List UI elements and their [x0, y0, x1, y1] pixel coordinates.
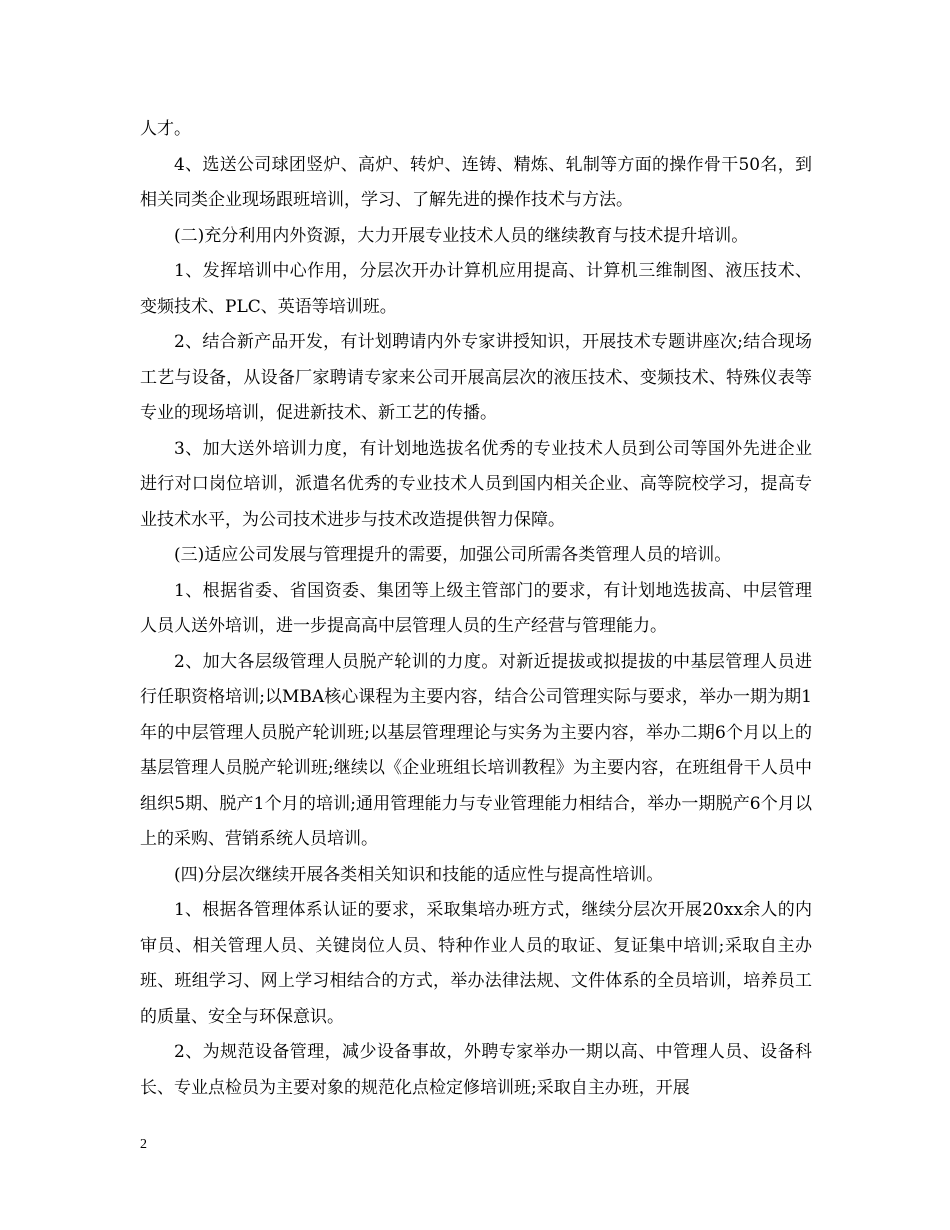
paragraph: 1、根据各管理体系认证的要求，采取集培办班方式，继续分层次开展20xx余人的内审员、相关管理人员、关键岗位人员、特种作业人员的取证、复证集中培训;采取自主办班、班组学习、网上学习相结合的方式，举办法律法规、文件体系的全员培训，培养员工的质量、安全与环保意识。 — [140, 900, 812, 1027]
paragraph: 1、根据省委、省国资委、集团等上级主管部门的要求，有计划地选拔高、中层管理人员人送外培训，进一步提高高中层管理人员的生产经营与管理能力。 — [140, 580, 812, 636]
section-heading: (二)充分利用内外资源，大力开展专业技术人员的继续教育与技术提升培训。 — [174, 225, 749, 246]
document-body — [140, 112, 812, 1106]
paragraph: 人才。 — [140, 119, 191, 139]
paragraph: 3、加大送外培训力度，有计划地选拔名优秀的专业技术人员到公司等国外先进企业进行对口岗位培训，派遣名优秀的专业技术人员到国内相关企业、高等院校学习，提高专业技术水平，为公司技术进步与技术改造提供智力保障。 — [140, 438, 812, 530]
paragraph: 2、结合新产品开发，有计划聘请内外专家讲授知识，开展技术专题讲座次;结合现场工艺与设备，从设备厂家聘请专家来公司开展高层次的液压技术、变频技术、特殊仪表等专业的现场培训，促进新技术、新工艺的传播。 — [140, 332, 812, 423]
section-heading: (三)适应公司发展与管理提升的需要，加强公司所需各类管理人员的培训。 — [174, 545, 732, 565]
section-heading: (四)分层次继续开展各类相关知识和技能的适应性与提高性培训。 — [174, 864, 664, 885]
paragraph: 2、加大各层级管理人员脱产轮训的力度。对新近提拔或拟提拔的中基层管理人员进行任职资格培训;以MBA核心课程为主要内容，结合公司管理实际与要求，举办一期为期1年的中层管理人员脱产轮训班;以基层管理理论与实务为主要内容，举办二期6个月以上的基层管理人员脱产轮训班;继续以《企业班组长培训教程》为主要内容，在班组骨干人员中组织5期、脱产1个月的培训;通用管理能力与专业管理能力相结合，举办一期脱产6个月以上的采购、营销系统人员培训。 — [140, 651, 812, 849]
paragraph: 2、为规范设备管理，减少设备事故，外聘专家举办一期以高、中管理人员、设备科长、专业点检员为主要对象的规范化点检定修培训班;采取自主办班，开展 — [140, 1042, 812, 1098]
paragraph: 4、选送公司球团竖炉、高炉、转炉、连铸、精炼、轧制等方面的操作骨干50名，到相关同类企业现场跟班培训，学习、了解先进的操作技术与方法。 — [140, 154, 812, 210]
page-number: 2 — [140, 1137, 147, 1152]
paragraph: 1、发挥培训中心作用，分层次开办计算机应用提高、计算机三维制图、液压技术、变频技术、PLC、英语等培训班。 — [140, 261, 812, 317]
